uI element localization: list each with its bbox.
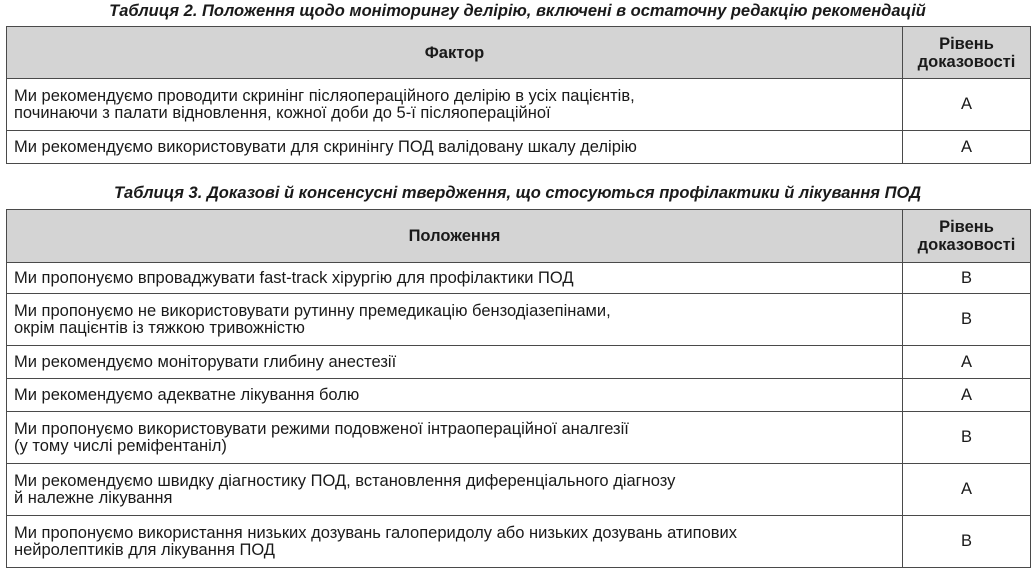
table-row xyxy=(7,79,1031,131)
table2-header-level xyxy=(903,27,1031,79)
table-row xyxy=(7,263,1031,294)
table2-header-factor: Фактор xyxy=(7,27,903,79)
evidence-level: B xyxy=(903,294,1031,346)
statement-line: Ми рекомендуємо адекватне лікування болю xyxy=(14,385,360,404)
statement-cell xyxy=(7,516,903,568)
statement-line: Ми рекомендуємо швидку діагностику ПОД, встановлення диференціального діагнозу xyxy=(14,471,676,490)
statement-line: починаючи з палати відновлення, кожної доби до 5-ї післяопераційної xyxy=(14,103,551,122)
header-level-line1: Рівень xyxy=(939,218,994,236)
statement-cell xyxy=(7,263,903,294)
statement-cell xyxy=(7,412,903,464)
evidence-level: A xyxy=(903,131,1031,164)
table3-caption: Таблиця 3. Доказові й консенсусні твердження, що стосуються профілактики й лікування ПОД xyxy=(113,184,922,202)
statement-cell xyxy=(7,294,903,346)
evidence-level: A xyxy=(903,464,1031,516)
header-level-line1: Рівень xyxy=(939,34,994,53)
table3-header-level xyxy=(903,210,1031,263)
table3-header-statement: Положення xyxy=(7,210,903,263)
table2-caption: Таблиця 2. Положення щодо моніторингу делірію, включені в остаточну редакцію рекомендацій xyxy=(109,2,926,20)
statement-cell xyxy=(7,464,903,516)
table-row xyxy=(7,379,1031,412)
header-level-line2: доказовості xyxy=(917,52,1016,71)
evidence-level: A xyxy=(903,346,1031,379)
statement-line: Ми пропонуємо впроваджувати fast-track хірургію для профілактики ПОД xyxy=(14,268,574,287)
table3-header-row xyxy=(7,210,1031,263)
statement-line: Ми пропонуємо використовувати режими подовженої інтраопераційної аналгезії xyxy=(14,419,629,438)
evidence-level: B xyxy=(903,263,1031,294)
statement-cell xyxy=(7,79,903,131)
evidence-level: B xyxy=(903,412,1031,464)
table-row xyxy=(7,294,1031,346)
table3 xyxy=(6,209,1031,568)
statement-line: Ми рекомендуємо використовувати для скринінгу ПОД валідовану шкалу делірію xyxy=(14,137,637,156)
evidence-level: A xyxy=(903,379,1031,412)
evidence-level: B xyxy=(903,516,1031,568)
statement-line: Ми рекомендуємо проводити скринінг післяопераційного делірію в усіх пацієнтів, xyxy=(14,86,635,105)
evidence-level: A xyxy=(903,79,1031,131)
statement-line: й належне лікування xyxy=(14,488,173,507)
table-row xyxy=(7,412,1031,464)
statement-line: Ми рекомендуємо моніторувати глибину анестезії xyxy=(14,352,397,371)
statement-cell xyxy=(7,131,903,164)
statement-cell xyxy=(7,379,903,412)
statement-line: Ми пропонуємо використання низьких дозувань галоперидолу або низьких дозувань атипових xyxy=(14,523,737,542)
table-row xyxy=(7,131,1031,164)
table2-header-row xyxy=(7,27,1031,79)
table-row xyxy=(7,346,1031,379)
table2 xyxy=(6,26,1031,164)
statement-line: нейролептиків для лікування ПОД xyxy=(14,540,275,559)
table-row xyxy=(7,464,1031,516)
statement-cell xyxy=(7,346,903,379)
table-row xyxy=(7,516,1031,568)
header-level-line2: доказовості xyxy=(917,236,1016,254)
statement-line: (у тому числі реміфентаніл) xyxy=(14,436,227,455)
statement-line: окрім пацієнтів із тяжкою тривожністю xyxy=(14,318,305,337)
statement-line: Ми пропонуємо не використовувати рутинну премедикацію бензодіазепінами, xyxy=(14,301,611,320)
